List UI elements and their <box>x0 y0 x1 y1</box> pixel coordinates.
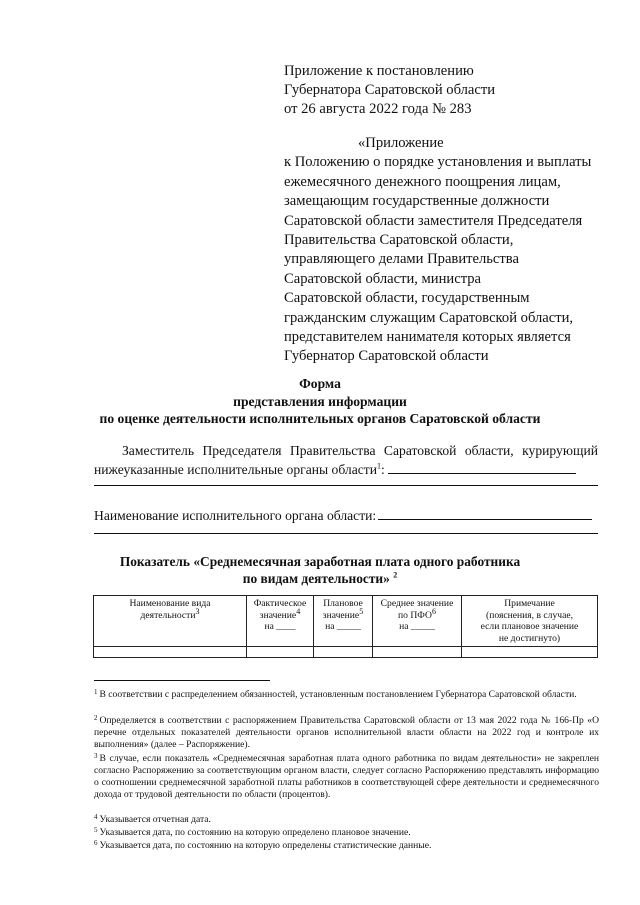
header-text: значение <box>322 609 360 621</box>
deputy-field-label: нижеуказанные исполнительные органы области <box>94 462 377 477</box>
header-text: по ПФО <box>398 609 432 621</box>
footnote <box>94 687 599 701</box>
form-title-line: представления информации <box>233 393 407 409</box>
header-text: значение <box>259 609 297 621</box>
appendix-header <box>284 62 495 120</box>
organ-input-continuation-line[interactable] <box>94 533 598 534</box>
table-cell[interactable] <box>247 647 314 658</box>
footnote-ref[interactable]: 1 <box>377 461 381 471</box>
header-text: Примечание <box>504 598 555 609</box>
header-text: на _____ <box>325 621 361 633</box>
appendix-regulation <box>284 134 591 367</box>
form-title-line: Форма <box>299 376 341 391</box>
footnote-number: 4 <box>94 813 98 821</box>
indicator-title-line: Показатель «Среднемесячная заработная плата одного работника <box>119 554 521 569</box>
table-header-cell <box>94 596 247 647</box>
appendix-regulation-line: управляющего делами Правительства <box>284 251 519 268</box>
header-text: Плановое <box>323 598 363 609</box>
appendix-header-line: Приложение к постановлению <box>284 63 474 79</box>
table-header-cell <box>373 596 462 647</box>
indicator-table <box>93 595 598 658</box>
table-header-cell <box>462 596 598 647</box>
table-header-row <box>94 596 598 647</box>
footnote-ref[interactable]: 3 <box>195 606 200 616</box>
appendix-regulation-line: Саратовской области, министра <box>284 270 482 287</box>
table-cell[interactable] <box>462 647 598 658</box>
footnote <box>94 751 599 801</box>
footnote-text: В случае, если показатель «Среднемесячная заработная плата одного работника по видам деятельности» не закреплен согласно Распоряжению за соответствующим органом власти, следует согласно Распоряжению представлять информацию о соотношении среднемесячной заработной платы работников в соответствующей сфере деятельности и среднемесячного дохода от трудовой деятельности по области (процентов). <box>94 753 599 800</box>
footnote-number: 3 <box>94 752 98 760</box>
appendix-regulation-first-line: «Приложение <box>358 135 444 151</box>
table-row <box>94 647 598 658</box>
table-cell[interactable] <box>94 647 247 658</box>
header-text: если плановое значение <box>480 621 579 633</box>
footnote-text: В соответствии с распределением обязанностей, установленным постановлением Губернатора Саратовской области. <box>99 689 577 700</box>
footnote-text: Указывается отчетная дата. <box>99 814 211 825</box>
deputy-input-continuation-line[interactable] <box>94 485 598 486</box>
table-header-cell <box>247 596 314 647</box>
appendix-regulation-line: замещающим государственные должности <box>284 193 550 210</box>
footnote-ref[interactable]: 4 <box>296 606 301 616</box>
footnote-ref[interactable]: 5 <box>359 606 364 616</box>
footnote <box>94 825 599 839</box>
appendix-regulation-line: к Положению о порядке установления и выплаты <box>284 154 592 171</box>
footnote-number: 5 <box>94 826 98 834</box>
table-header-cell <box>314 596 373 647</box>
header-text: Наименование вида <box>129 598 211 609</box>
indicator-title-line: по видам деятельности» <box>242 571 390 586</box>
footnote-ref[interactable]: 2 <box>393 570 398 580</box>
footnote-number: 2 <box>94 714 98 722</box>
appendix-regulation-line: Саратовской области заместителя Председателя <box>284 212 583 229</box>
appendix-regulation-line: ежемесячного денежного поощрения лицам, <box>284 173 561 190</box>
appendix-regulation-line: Губернатор Саратовской области <box>284 348 489 365</box>
footnote <box>94 838 599 852</box>
appendix-header-line: Губернатора Саратовской области <box>284 82 496 99</box>
footnote <box>94 713 599 751</box>
deputy-field-line: Заместитель Председателя Правительства Саратовской области, курирующий <box>122 443 598 458</box>
appendix-regulation-line: Правительства Саратовской области, <box>284 232 514 249</box>
table-cell[interactable] <box>373 647 462 658</box>
appendix-header-line: от 26 августа 2022 года № 283 <box>284 101 472 118</box>
table-cell[interactable] <box>314 647 373 658</box>
footnote-text: Определяется в соответствии с распоряжением Правительства Саратовской области от 13 мая 2022 года № 166-Пр «О перечне отдельных показателей деятельности органов исполнительной власти области на 2022 год и контроле их выполнения» (далее – Распоряжение). <box>94 715 599 750</box>
organ-input-line[interactable] <box>378 506 592 520</box>
header-text: на _____ <box>399 621 435 633</box>
footnote <box>94 812 599 826</box>
footnote-text: Указывается дата, по состоянию на которую определено плановое значение. <box>99 827 411 838</box>
form-title <box>0 375 640 428</box>
appendix-regulation-line: Саратовской области, государственным <box>284 290 530 307</box>
deputy-field <box>94 442 598 479</box>
footnote-ref[interactable]: 6 <box>431 606 436 616</box>
footnote-separator <box>94 680 270 681</box>
appendix-regulation-line: гражданским служащим Саратовской области, <box>284 309 574 326</box>
footnote-number: 1 <box>94 688 98 696</box>
header-text: не достигнуто) <box>498 632 561 644</box>
deputy-field-colon: : <box>381 462 385 477</box>
header-text: Фактическое <box>253 598 307 609</box>
footnote-number: 6 <box>94 839 98 847</box>
form-title-line: по оценке деятельности исполнительных органов Саратовской области <box>99 411 541 426</box>
header-text: деятельности <box>140 609 196 621</box>
header-text: (пояснения, в случае, <box>486 609 573 621</box>
footnote-text: Указывается дата, по состоянию на которую определены статистические данные. <box>99 840 432 851</box>
organ-field <box>94 506 598 525</box>
organ-field-label: Наименование исполнительного органа области: <box>94 508 377 523</box>
header-text: на ____ <box>264 621 296 633</box>
appendix-regulation-line: представителем нанимателя которых является <box>284 329 571 346</box>
deputy-input-line[interactable] <box>388 460 576 474</box>
indicator-title <box>0 553 640 587</box>
header-text: Среднее значение <box>380 598 454 609</box>
